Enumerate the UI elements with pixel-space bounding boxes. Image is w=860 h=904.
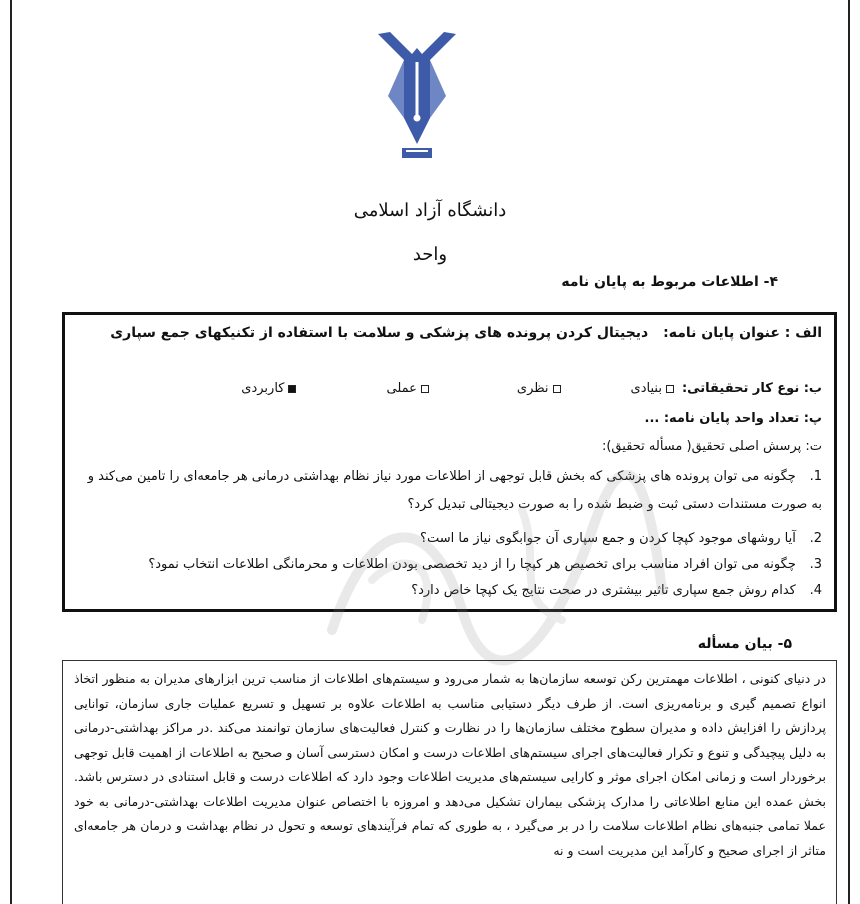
research-type-option-practical[interactable]: عملی — [386, 381, 428, 396]
question-item: 3. چگونه می توان افراد مناسب برای تخصیص هر کپچا را از دید تخصصی بودن اطلاعات و محرمانگی اطلاعات انتخاب نمود؟ — [148, 557, 822, 572]
checkbox-icon[interactable] — [666, 385, 674, 393]
university-emblem-icon — [374, 26, 460, 162]
question-item: 1. چگونه می توان پرونده های پزشکی که بخش قابل توجهی از اطلاعات مورد نیاز نظام بهداشتی درمانی هر جامعه‌ای را تامین می‌کند و به صورت مستندات دستی ثبت و ضبط شده را به صورت دیجیتالی تبدیل کرد؟ — [87, 469, 822, 512]
research-type-label: ب: نوع کار تحقیقاتی: — [681, 381, 822, 396]
thesis-title-value: دیجیتال کردن پرونده های پزشکی و سلامت با استفاده از تکنیکهای جمع سپاری — [110, 325, 649, 341]
research-type-option-theoretical[interactable]: نظری — [517, 381, 561, 396]
research-type-option-basic[interactable]: بنیادی — [631, 381, 674, 396]
problem-statement-box — [62, 660, 837, 904]
document-page — [10, 0, 850, 904]
thesis-title-line — [110, 325, 822, 341]
checkbox-icon[interactable] — [421, 385, 429, 393]
university-name: دانشگاه آزاد اسلامی — [353, 200, 507, 221]
question-item: 2. آیا روشهای موجود کپچا کردن و جمع سپاری آن جوابگوی نیاز ما است؟ — [420, 531, 822, 546]
problem-statement-paragraph: در دنیای کنونی ، اطلاعات مهمترین رکن توسعه سازمان‌ها به شمار می‌رود و سیستم‌های اطلاعات از مناسب ترین ابزارهای مدیران به منظور اتخاذ انواع تصمیم گیری و برنامه‌ریزی است. از طرف دیگر دستیابی مناسب به اطلاعات علاوه بر تسهیل و تسریع عملیات جاری سازمان، توانایی پردازش را افزایش داده و مدیران سطوح مختلف سازمان‌ها را در نظارت و کنترل فعالیت‌های سازمان توانمند می‌کند .در مراکز بهداشتی-درمانی به دلیل پیچیدگی و تنوع و تکرار فعالیت‌های اجرای سیستم‌های اطلاعات درست و امکان دسترسی آسان و صحیح به اطلاعات از اهمیت قابل توجهی برخوردار است و زمانی امکان اجرای موثر و کارایی سیستم‌های مدیریت اطلاعات وجود دارد که اطلاعات درست و قابل استنادی در دسترس باشد. بخش عمده این منابع اطلاعاتی را مدارک پزشکی بیماران تشکیل می‌دهد و امروزه با اختصاص عنوان مدیریت اطلاعات بهداشتی-درمانی به خود عملا تمامی جنبه‌های نظام اطلاعات سلامت را در بر می‌گیرد ، به طوری که تمام فرآیندهای توسعه و تحول در نظام بهداشت و درمان هر جامعه‌ای متاثر از اجرای صحیح و کارآمد این مدیریت است و نه — [74, 671, 826, 858]
research-type-line — [241, 381, 822, 396]
thesis-units-line: پ: تعداد واحد پایان نامه: ... — [644, 411, 822, 426]
thesis-info-box — [62, 312, 837, 612]
section-4-heading: ۴- اطلاعات مربوط به پایان نامه — [561, 274, 778, 290]
research-questions-heading: ت: پرسش اصلی تحقیق( مسأله تحقیق): — [601, 439, 822, 454]
branch-name: واحد — [412, 244, 448, 265]
section-5-heading: ۵- بیان مسأله — [697, 636, 792, 652]
thesis-title-label: الف : عنوان پایان نامه: — [663, 325, 822, 341]
question-item: 4. کدام روش جمع سپاری تاثیر بیشتری در صحت نتایج یک کپچا خاص دارد؟ — [411, 583, 822, 598]
checkbox-icon[interactable] — [553, 385, 561, 393]
checkbox-checked-icon[interactable] — [288, 385, 296, 393]
research-type-option-applied[interactable]: کاربردی — [241, 381, 296, 396]
